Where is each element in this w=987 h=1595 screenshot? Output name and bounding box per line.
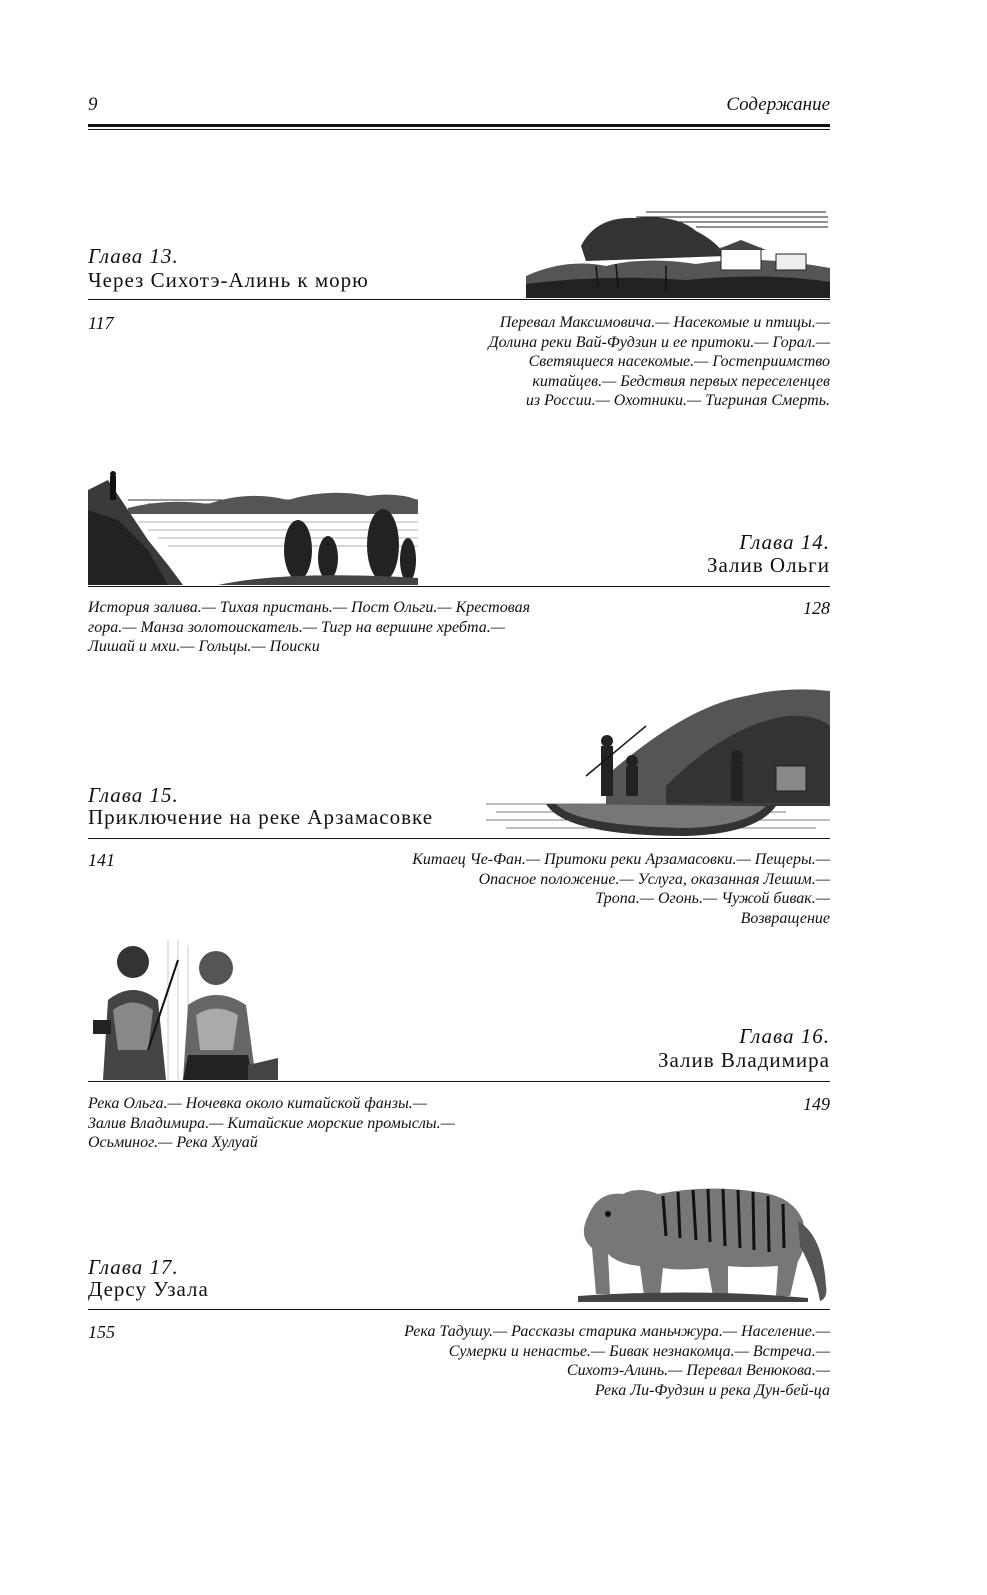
page-number: 9 bbox=[88, 94, 98, 115]
chapter-17-rule bbox=[88, 1309, 830, 1310]
summary-line: Возвращение bbox=[740, 909, 830, 927]
summary-line: Лишай и мхи.— Гольцы.— Поиски bbox=[88, 638, 320, 655]
header-rule bbox=[88, 124, 830, 130]
summary-line: Река Ольга.— Ночевка около китайской фанзы.— bbox=[88, 1095, 428, 1112]
summary-line: Река Тадушу.— Рассказы старика маньчжура.— Население.— bbox=[404, 1323, 830, 1340]
chapter-14-summary bbox=[88, 598, 530, 657]
boat-river-illustration bbox=[486, 686, 830, 838]
summary-line: Залив Владимира.— Китайские морские промыслы.— bbox=[88, 1114, 455, 1132]
section-title: Содержание bbox=[726, 94, 830, 115]
chapter-14-title: Залив Ольги bbox=[707, 553, 830, 577]
bay-landscape-illustration bbox=[88, 470, 418, 585]
summary-line: Тропа.— Огонь.— Чужой бивак.— bbox=[595, 890, 830, 907]
chapter-16-label: Глава 16. bbox=[739, 1024, 830, 1048]
chapter-13-summary bbox=[488, 313, 830, 411]
chapter-15-rule bbox=[88, 838, 830, 839]
chapter-14-page: 128 bbox=[803, 598, 830, 618]
tiger-illustration bbox=[568, 1176, 830, 1306]
chapter-15-summary bbox=[412, 850, 830, 928]
two-men-portrait-illustration bbox=[88, 940, 278, 1080]
chapter-15-label: Глава 15. bbox=[88, 783, 179, 807]
chapter-17-title: Дерсу Узала bbox=[88, 1277, 209, 1301]
chapter-16-rule bbox=[88, 1081, 830, 1082]
chapter-16-summary bbox=[88, 1094, 455, 1153]
chapter-13-page: 117 bbox=[88, 313, 114, 333]
chapter-15-title: Приключение на реке Арзамасовке bbox=[88, 805, 434, 829]
summary-line: Река Ли-Фудзин и река Дун-бей-ца bbox=[594, 1381, 830, 1399]
summary-line: из России.— Охотники.— Тигриная Смерть. bbox=[525, 392, 830, 409]
chapter-14-rule bbox=[88, 586, 830, 587]
summary-line: Китаец Че-Фан.— Притоки реки Арзамасовки.— Пещеры.— bbox=[412, 851, 830, 868]
chapter-14-label: Глава 14. bbox=[739, 530, 830, 554]
chapter-16-page: 149 bbox=[803, 1094, 830, 1114]
mountain-village-illustration bbox=[526, 206, 830, 298]
chapter-15-page: 141 bbox=[88, 850, 115, 870]
summary-line: Сихотэ-Алинь.— Перевал Венюкова.— bbox=[566, 1362, 830, 1379]
chapter-17-page: 155 bbox=[88, 1322, 115, 1342]
summary-line: Сумерки и ненастье.— Бивак незнакомца.— Встреча.— bbox=[448, 1342, 830, 1360]
summary-line: китайцев.— Бедствия первых переселенцев bbox=[532, 372, 830, 390]
chapter-13-label: Глава 13. bbox=[88, 244, 179, 268]
summary-line: гора.— Манза золотоискатель.— Тигр на вершине хребта.— bbox=[88, 618, 505, 636]
summary-line: Перевал Максимовича.— Насекомые и птицы.— bbox=[499, 314, 830, 331]
summary-line: Опасное положение.— Услуга, оказанная Лешим.— bbox=[478, 870, 830, 888]
chapter-16-title: Залив Владимира bbox=[658, 1048, 830, 1072]
chapter-17-summary bbox=[404, 1322, 830, 1400]
summary-line: Осьминог.— Река Хулуай bbox=[88, 1134, 258, 1151]
chapter-17-label: Глава 17. bbox=[88, 1255, 179, 1279]
chapter-13-rule bbox=[88, 299, 830, 300]
summary-line: Светящиеся насекомые.— Гостеприимство bbox=[528, 353, 830, 370]
summary-line: История залива.— Тихая пристань.— Пост Ольги.— Крестовая bbox=[88, 599, 531, 616]
chapter-13-title: Через Сихотэ-Алинь к морю bbox=[88, 268, 369, 292]
summary-line: Долина реки Вай-Фудзин и ее притоки.— Горал.— bbox=[488, 333, 830, 351]
